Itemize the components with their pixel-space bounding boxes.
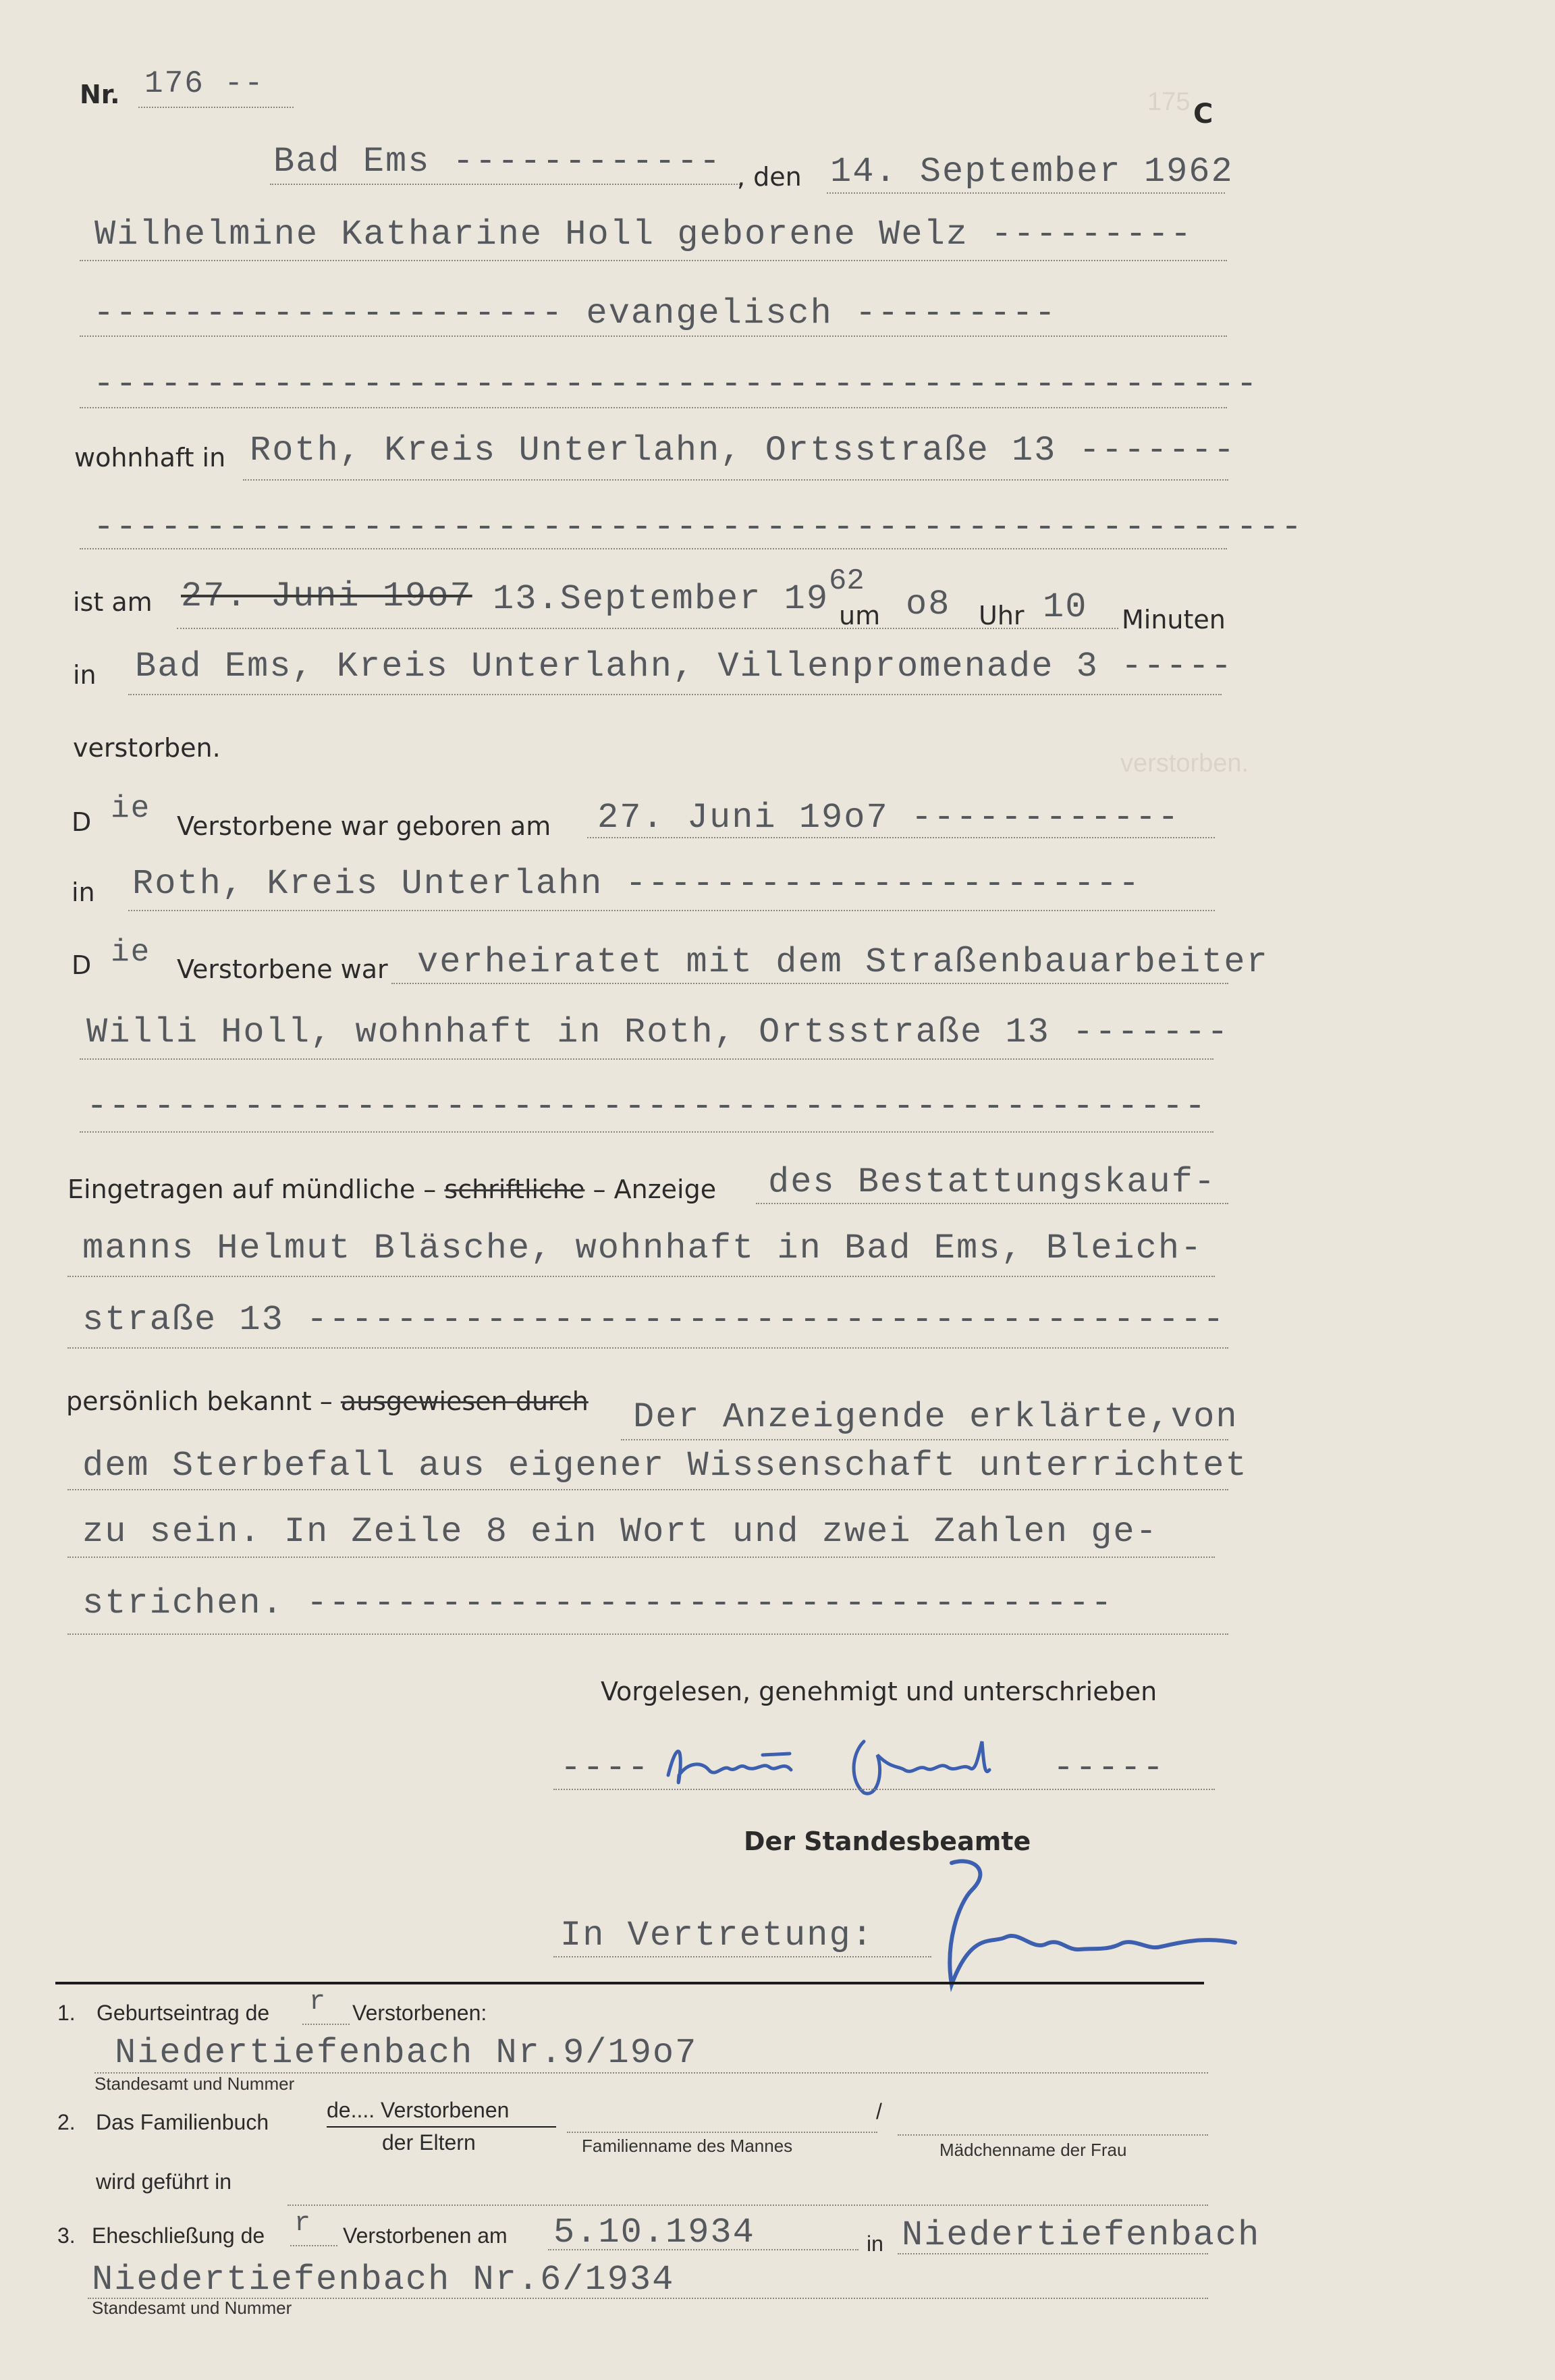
struck-schriftliche: schriftliche — [444, 1174, 585, 1204]
minuten-label: Minuten — [1122, 605, 1226, 634]
dotted-line — [288, 2205, 1208, 2206]
item2-caption-wife: Mädchenname der Frau — [939, 2140, 1127, 2160]
verstorben-label: verstorben. — [73, 733, 221, 763]
item1-number: 1. — [57, 2001, 76, 2025]
dotted-line — [80, 1131, 1213, 1133]
dotted-line — [756, 1203, 1228, 1204]
d-label: D — [72, 950, 92, 980]
registration-label-part1: Eingetragen auf mündliche – — [67, 1174, 437, 1204]
dotted-line — [302, 2024, 350, 2025]
nr-label: Nr. — [80, 80, 120, 109]
dotted-line — [827, 192, 1225, 194]
birth-place: Roth, Kreis Unterlahn ----------------------- — [132, 864, 1141, 904]
dotted-line — [391, 983, 1228, 984]
item3-label: Eheschließung de — [92, 2223, 265, 2248]
registrar-label: Der Standesbeamte — [744, 1827, 1031, 1856]
read-approved-label: Vorgelesen, genehmigt und unterschrieben — [601, 1677, 1157, 1706]
dotted-line — [128, 694, 1222, 695]
den-label: , den — [737, 162, 802, 192]
struck-death-date: 27. Juni 19o7 — [181, 576, 472, 616]
register-number: 176 -- — [144, 66, 265, 101]
dotted-line — [898, 2134, 1208, 2136]
item2-label2: wird geführt in — [96, 2169, 231, 2194]
d-label: D — [72, 807, 92, 837]
death-date: 13.September 19 — [493, 579, 829, 619]
item1-caption: Standesamt und Nummer — [94, 2074, 295, 2094]
dotted-line — [177, 628, 1118, 629]
struck-ausgewiesen: ausgewiesen durch — [340, 1386, 589, 1416]
item2-number: 2. — [57, 2110, 76, 2134]
show-through-mark: 175 — [1147, 88, 1191, 116]
dotted-line — [67, 1633, 1228, 1635]
dotted-line — [290, 2245, 337, 2246]
filler-line: ---------------------------------------------------- — [93, 364, 1259, 404]
spouse-line: Willi Holl, wohnhaft in Roth, Ortsstraße 13 ------- — [86, 1012, 1230, 1052]
religion-line: --------------------- evangelisch --------- — [93, 294, 1057, 333]
fraction-rule — [327, 2126, 556, 2128]
item3-place: Niedertiefenbach — [902, 2215, 1261, 2255]
signature-dashes-right: ----- — [1053, 1748, 1166, 1788]
death-minutes: 10 — [1043, 587, 1088, 627]
show-through-mark: verstorben. — [1120, 749, 1249, 778]
item2-label: Das Familienbuch — [96, 2110, 269, 2134]
signature-dashes-left: ---- — [560, 1748, 650, 1788]
deceased-name: Wilhelmine Katharine Holl geborene Welz --------- — [94, 215, 1193, 254]
item2-caption-husband: Familienname des Mannes — [582, 2136, 793, 2156]
filler-line: -------------------------------------------------- — [86, 1087, 1207, 1127]
registration-label — [67, 1174, 716, 1204]
death-hour: o8 — [906, 585, 951, 624]
registration-text: des Bestattungskauf- — [768, 1162, 1217, 1202]
in-vertretung-label: In Vertretung: — [560, 1916, 874, 1955]
dotted-line — [80, 335, 1227, 337]
item1-value: Niedertiefenbach Nr.9/19o7 — [115, 2033, 698, 2073]
death-place: Bad Ems, Kreis Unterlahn, Villenpromenade 3 ----- — [135, 647, 1234, 686]
registration-label-part2: – Anzeige — [593, 1174, 717, 1204]
corner-mark: C — [1193, 99, 1213, 130]
birth-date: 27. Juni 19o7 ------------ — [597, 798, 1180, 838]
dotted-line — [80, 260, 1227, 261]
item3-caption: Standesamt und Nummer — [92, 2298, 292, 2318]
registry-date: 14. September 1962 — [830, 152, 1234, 192]
item1-label2: Verstorbenen: — [352, 2001, 487, 2025]
dotted-line — [243, 479, 1228, 481]
dotted-line — [67, 1276, 1215, 1277]
ie-insert: ie — [111, 791, 151, 826]
dotted-line — [553, 1789, 1215, 1790]
item3-superscript: r — [294, 2209, 311, 2239]
identity-label-text: persönlich bekannt – — [66, 1386, 333, 1416]
marital-label: Verstorbene war — [177, 954, 388, 984]
identity-label — [66, 1386, 589, 1416]
item2-slash: / — [876, 2099, 882, 2124]
dotted-line — [80, 1058, 1213, 1060]
registrar-signature — [661, 1728, 1046, 1802]
uhr-label: Uhr — [979, 601, 1025, 630]
registry-place: Bad Ems ------------ — [273, 142, 722, 182]
dotted-line — [67, 1347, 1228, 1349]
dotted-line — [67, 1557, 1215, 1558]
dotted-line — [270, 184, 742, 185]
deputy-signature — [931, 1849, 1242, 1998]
residence-address: Roth, Kreis Unterlahn, Ortsstraße 13 ------- — [250, 431, 1236, 470]
birth-in-label: in — [72, 877, 95, 907]
dotted-line — [587, 837, 1215, 838]
identity-line4: strichen. ------------------------------------ — [82, 1584, 1114, 1623]
dotted-line — [80, 407, 1227, 408]
dotted-line — [567, 2132, 877, 2133]
item2-top-option: de.... Verstorbenen — [327, 2098, 510, 2122]
dotted-line — [621, 1439, 1228, 1440]
dotted-line — [80, 548, 1227, 549]
registration-line3: straße 13 ----------------------------------------- — [82, 1300, 1226, 1340]
item1-label: Geburtseintrag de — [97, 2001, 270, 2025]
item3-value: Niedertiefenbach Nr.6/1934 — [92, 2260, 675, 2300]
dotted-line — [548, 2249, 858, 2250]
divider-rule — [55, 1982, 1204, 1984]
filler-line: ------------------------------------------------------ — [93, 508, 1304, 547]
marital-status: verheiratet mit dem Straßenbauarbeiter — [417, 942, 1269, 982]
ist-am-label: ist am — [73, 587, 153, 617]
death-year-superscript: 62 — [829, 564, 865, 598]
item1-superscript: r — [309, 1987, 326, 2018]
ie-insert: ie — [111, 935, 151, 970]
registration-line2: manns Helmut Bläsche, wohnhaft in Bad Ems, Bleich- — [82, 1228, 1203, 1268]
dotted-line — [898, 2253, 1208, 2254]
item2-bottom-option: der Eltern — [382, 2130, 476, 2155]
death-in-label: in — [73, 660, 97, 690]
dotted-line — [553, 1956, 931, 1957]
identity-line3: zu sein. In Zeile 8 ein Wort und zwei Zahlen ge- — [82, 1512, 1158, 1552]
dotted-line — [67, 1489, 1228, 1490]
item3-date: 5.10.1934 — [553, 2213, 755, 2252]
dotted-line — [138, 107, 294, 108]
um-label: um — [839, 601, 881, 630]
dotted-line — [128, 910, 1215, 911]
residence-label: wohnhaft in — [74, 443, 226, 472]
item3-label2: Verstorbenen am — [343, 2223, 508, 2248]
identity-text: Der Anzeigende erklärte,von — [633, 1397, 1238, 1437]
item3-in-label: in — [867, 2232, 883, 2256]
identity-line2: dem Sterbefall aus eigener Wissenschaft unterrichtet — [82, 1446, 1248, 1486]
birth-label: Verstorbene war geboren am — [177, 811, 551, 841]
item3-number: 3. — [57, 2223, 76, 2248]
